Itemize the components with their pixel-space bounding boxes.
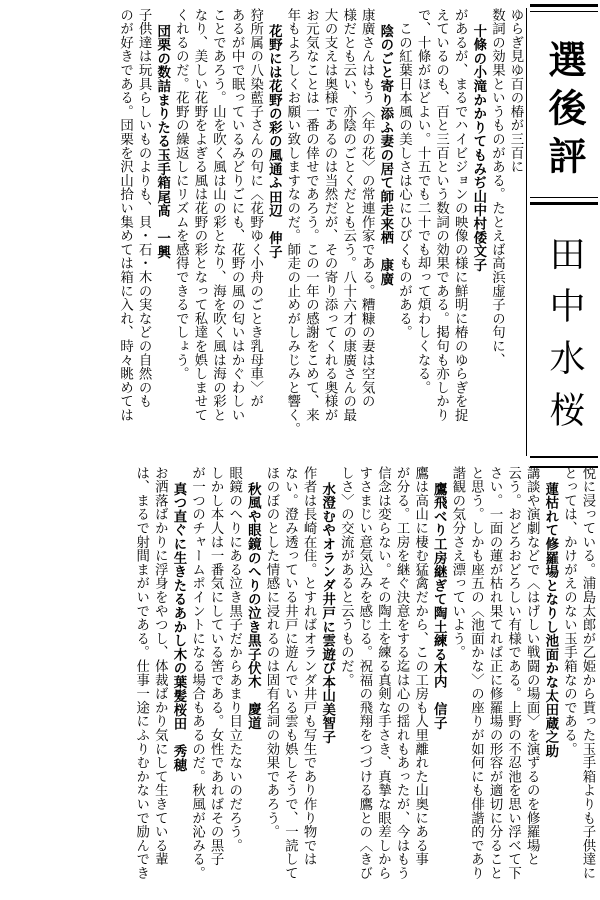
column-divider	[526, 8, 527, 456]
commentary-line: 子供達は玩具らしいものよりも、貝・石・木の実などの自然のも	[136, 8, 152, 409]
poet-name: 中村倭文子	[470, 203, 486, 273]
column-title: 選後評	[542, 40, 586, 184]
haiku-heading	[317, 466, 336, 894]
column-header	[530, 4, 598, 464]
commentary-line: 作者は長崎在住。とすればオランダ井戸も写生であり作り物では	[301, 466, 317, 867]
haiku-text: 蓮枯れて修羅場となりし池面かな	[542, 482, 558, 690]
haiku-heading	[429, 466, 448, 894]
commentary-line: ない。澄み透っている井戸に遊んでいる雲も娯しそうで、一読して	[282, 466, 298, 880]
haiku-heading	[540, 466, 559, 894]
haiku-text: 十條の小滝かかりてもみぢ山	[470, 24, 486, 204]
commentary-line: 信念は変らない。その陶土を練る真剣な手さき、真摯な眼差しから	[375, 466, 391, 880]
haiku-text: 団栗の数詰まりたる玉手箱	[154, 24, 170, 190]
commentary-line: とっては、かけがえのない玉手箱なのである。	[561, 466, 577, 756]
commentary-line: のが好きである。団栗を沢山拾い集めては箱に入れ、時々眺めては	[117, 8, 133, 422]
poet-name: 尾髙 一興	[154, 189, 170, 259]
commentary-line: くれるのだ。花野の繰返しにリズムを感得できるでしょう。	[173, 8, 189, 381]
commentary-line: が一つのチャームポイントになる場合もあるのだ。秋風が沁みる。	[189, 466, 205, 880]
commentary-line: 悦に浸っている。浦島太郎が乙姫から貰った玉手箱よりも子供達に	[580, 466, 595, 880]
haiku-text: 花野には花野の彩の風通ふ	[266, 24, 282, 190]
commentary-line: この紅葉日本風の美しさは心にひびくものがある。	[396, 8, 412, 340]
commentary-line: 眼鏡のへりにある泣き黒子だからあまり目立たないのだろう。	[226, 466, 242, 853]
commentary-line: 諧観の気分さえ漂っていよう。	[449, 466, 465, 660]
commentary-line: お洒落ばかりに浮身をやつし、体裁ばかり気にして生きている輩	[152, 466, 168, 867]
commentary-line: ゆらぎ見ゆ百の椿が三百に	[508, 8, 523, 174]
poet-name: 田辺 伸子	[266, 189, 282, 259]
commentary-line: なり、美しい花野をよぎる風は花野の彩となって私達を娯しませて	[191, 8, 207, 422]
commentary-line: 云う。おどろおどろしい有様である。上野の不忍池を思い浮べて下	[505, 466, 521, 880]
title-frame	[530, 4, 598, 205]
commentary-line: しかし本人は一番気にしている筈である。女性であればその黒子	[208, 466, 224, 867]
haiku-heading	[152, 8, 171, 456]
commentary-line: と思う。しかも座五の〈池面かな〉の座りが如何にも俳諧的であり	[468, 466, 484, 880]
commentary-line: えているのも、百と三百という数詞の効果である。掲句も亦しかり	[433, 8, 449, 422]
haiku-text: 真つ直ぐに生きたるあかし木の葉髪	[170, 482, 186, 703]
haiku-text: 陰のごと寄り添ふ妻の居て師走	[377, 24, 393, 218]
haiku-text: 鷹飛べり工房継ぎて陶土練る	[431, 482, 447, 662]
commentary-line: が分る。工房を継ぐ決意をする迄は心の揺れもあったが、今はもう	[394, 466, 410, 880]
poet-name: 本山美智子	[319, 675, 335, 745]
haiku-heading	[168, 466, 187, 894]
commentary-line: あるが中で眠っているみどりごにも、花野の風の匂いはかぐわしい	[229, 8, 245, 422]
commentary-line: お元気なことは一番の倖せであろう。この一年の感謝をこめて、来	[303, 8, 319, 422]
commentary-line: すさまじい意気込みを感じる。祝福の飛翔をつづける鷹との〈きび	[356, 466, 372, 880]
commentary-line: ことであろう。山を吹く風は山の彩となり、海を吹く風は海の彩と	[210, 8, 226, 422]
commentary-line: 様だとも云い、亦陰のごとくだとも云う。八十六才の康廣さんの最	[340, 8, 356, 422]
poet-name: 桜田 秀穂	[170, 702, 186, 772]
commentary-line: 数詞の効果というものがある。たとえば高浜虚子の句に、	[489, 8, 505, 367]
commentary-line: 康廣さんはもう〈年の花〉の常連作家である。糟糠の妻は空気の	[359, 8, 375, 409]
commentary-line: は、まるで射間まがいである。仕事一途にふりむかないで励んでき	[133, 466, 149, 880]
commentary-line: 鷹は高山に棲む猛禽だから、この工房も人里離れた山奥にある事	[412, 466, 428, 867]
commentary-line: 年もよろしくお願い致しますなのだ。師走の止めがしみじみと響く。	[284, 8, 300, 436]
poet-name: 伏木 慶道	[245, 661, 261, 731]
haiku-text: 水澄むやオランダ井戸に雲遊び	[319, 482, 335, 676]
poet-name: 来栖 康廣	[377, 217, 393, 287]
haiku-heading	[375, 8, 394, 456]
commentary-upper-block	[4, 8, 524, 456]
haiku-heading	[468, 8, 487, 456]
commentary-line: 狩所属の八染藍子さんの句に〈花野ゆく小舟のごとき乳母車〉が	[247, 8, 263, 409]
commentary-lower-block	[4, 466, 596, 894]
haiku-heading	[264, 8, 283, 456]
poet-name: 木内 信子	[431, 661, 447, 731]
commentary-line: があるが、まるでハイビジョンの映像の様に鮮明に椿のゆらぎを捉	[452, 8, 468, 422]
commentary-line: しさ〉の交流があると云うものだ。	[338, 466, 354, 687]
commentary-line: さい。一面の蓮が枯れ果てれば正に修羅場の形容が適切に分ること	[487, 466, 503, 880]
commentary-line: 大の支えは奥様であるのは当然だが、その寄り添ってくれる奥様が	[322, 8, 338, 422]
haiku-heading	[243, 466, 262, 894]
column-author: 田中水桜	[544, 235, 585, 443]
poet-name: 太田蔵之助	[542, 689, 558, 759]
commentary-line: で、十條がほどよい。十五でも二十でも却って煩わしくなる。	[415, 8, 431, 395]
haiku-text: 秋風や眼鏡のへりの泣き黒子	[245, 482, 261, 662]
commentary-line: 講談や演劇などで〈はげしい戦闘の場面〉を演ずるのを修羅場と	[524, 466, 540, 867]
commentary-line: ほのぼのとした情感に浸れるのは固有名詞の効果であろう。	[263, 466, 279, 839]
